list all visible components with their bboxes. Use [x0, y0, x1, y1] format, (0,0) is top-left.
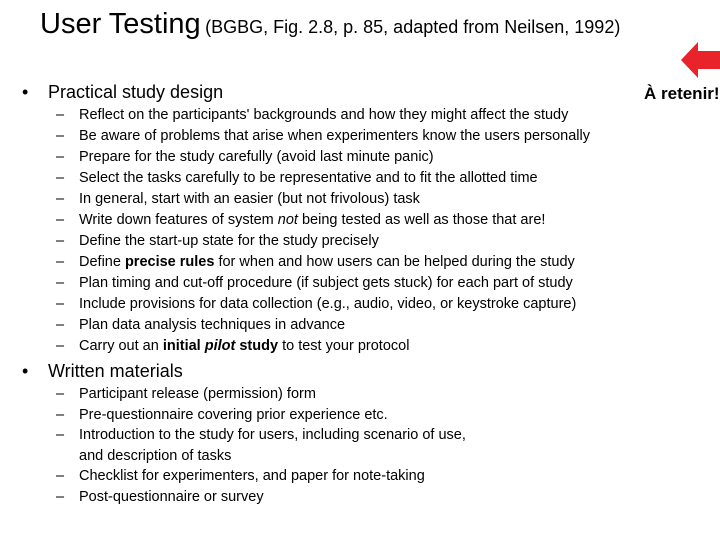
- list-item-text: Checklist for experimenters, and paper for note-taking: [79, 468, 425, 484]
- dash-marker: –: [56, 170, 65, 186]
- list-item: [56, 384, 466, 405]
- dash-marker: –: [56, 427, 65, 443]
- dash-marker: –: [56, 296, 65, 312]
- dash-marker: –: [56, 317, 65, 333]
- dash-marker: –: [56, 406, 65, 423]
- list-item-text: Plan data analysis techniques in advance: [79, 317, 346, 333]
- dash-marker: –: [56, 212, 65, 228]
- list-item: [56, 252, 590, 273]
- list-item: [56, 315, 590, 336]
- list-item: [56, 210, 590, 231]
- section-heading-written-materials: [0, 361, 183, 382]
- list-item: [56, 466, 466, 487]
- list-item-text: Prepare for the study carefully (avoid last minute panic): [79, 149, 434, 165]
- dash-marker: –: [56, 233, 65, 249]
- list-item: [56, 425, 466, 466]
- list-item: [56, 231, 590, 252]
- emphasis-precise-rules: precise rules: [124, 254, 215, 270]
- retenir-callout: À retenir!: [644, 84, 720, 103]
- list-item-text: Select the tasks carefully to be representative and to fit the allotted time: [79, 170, 538, 186]
- list-item-text: Plan timing and cut-off procedure (if subject gets stuck) for each part of study: [79, 275, 573, 291]
- list-item-text: Carry out an: [79, 338, 163, 354]
- list-item: [56, 294, 590, 315]
- emphasis-pilot: pilot: [204, 338, 236, 354]
- list-item: [56, 105, 590, 126]
- list-item: [56, 273, 590, 294]
- dash-marker: –: [56, 128, 65, 144]
- section-heading-label: Written materials: [48, 361, 183, 381]
- list-item-text: Define the start-up state for the study precisely: [79, 233, 379, 249]
- practical-study-design-list: [56, 105, 590, 357]
- bullet-marker: •: [22, 82, 29, 102]
- list-item-text: Participant release (permission) form: [79, 386, 316, 402]
- dash-marker: –: [56, 275, 65, 291]
- slide-title: [40, 8, 620, 41]
- list-item-text: Include provisions for data collection (e.g., audio, video, or keystroke capture): [79, 296, 577, 312]
- dash-marker: –: [56, 488, 65, 505]
- list-item-text: In general, start with an easier (but not frivolous) task: [79, 191, 420, 207]
- list-item: [56, 487, 466, 508]
- section-heading-practical-study-design: [0, 82, 223, 103]
- list-item-text: Pre-questionnaire covering prior experience etc.: [79, 406, 388, 423]
- red-arrow-left-icon: [681, 42, 720, 78]
- list-item-text: Be aware of problems that arise when experimenters know the users personally: [79, 128, 590, 144]
- list-item-text: Define: [79, 254, 125, 270]
- dash-marker: –: [56, 149, 65, 165]
- list-item-text: Reflect on the participants' backgrounds and how they might affect the study: [79, 107, 569, 123]
- written-materials-list: [56, 384, 466, 507]
- section-heading-label: Practical study design: [48, 82, 224, 102]
- dash-marker: –: [56, 338, 65, 354]
- list-item: [56, 405, 466, 426]
- slide-title-citation: (BGBG, Fig. 2.8, p. 85, adapted from Neilsen, 1992): [205, 17, 621, 37]
- list-item: [56, 168, 590, 189]
- list-item-text: to test your protocol: [278, 338, 410, 354]
- emphasis-initial: initial: [162, 338, 205, 354]
- dash-marker: –: [56, 107, 65, 123]
- emphasis-study: study: [235, 338, 279, 354]
- list-item: [56, 126, 590, 147]
- list-item-text: for when and how users can be helped during the study: [214, 254, 575, 270]
- list-item-text: being tested as well as those that are!: [297, 212, 546, 228]
- bullet-marker: •: [22, 361, 29, 381]
- list-item-text-continued: and description of tasks: [79, 447, 232, 464]
- emphasis-not: not: [277, 212, 298, 228]
- list-item-text: Post-questionnaire or survey: [79, 488, 264, 505]
- list-item: [56, 189, 590, 210]
- dash-marker: –: [56, 254, 65, 270]
- dash-marker: –: [56, 468, 65, 484]
- list-item: [56, 336, 590, 357]
- list-item-text: Introduction to the study for users, including scenario of use,: [79, 427, 466, 443]
- dash-marker: –: [56, 191, 65, 207]
- list-item: [56, 147, 590, 168]
- list-item-text: Write down features of system: [79, 212, 278, 228]
- slide-title-main: User Testing: [40, 8, 201, 40]
- dash-marker: –: [56, 386, 65, 402]
